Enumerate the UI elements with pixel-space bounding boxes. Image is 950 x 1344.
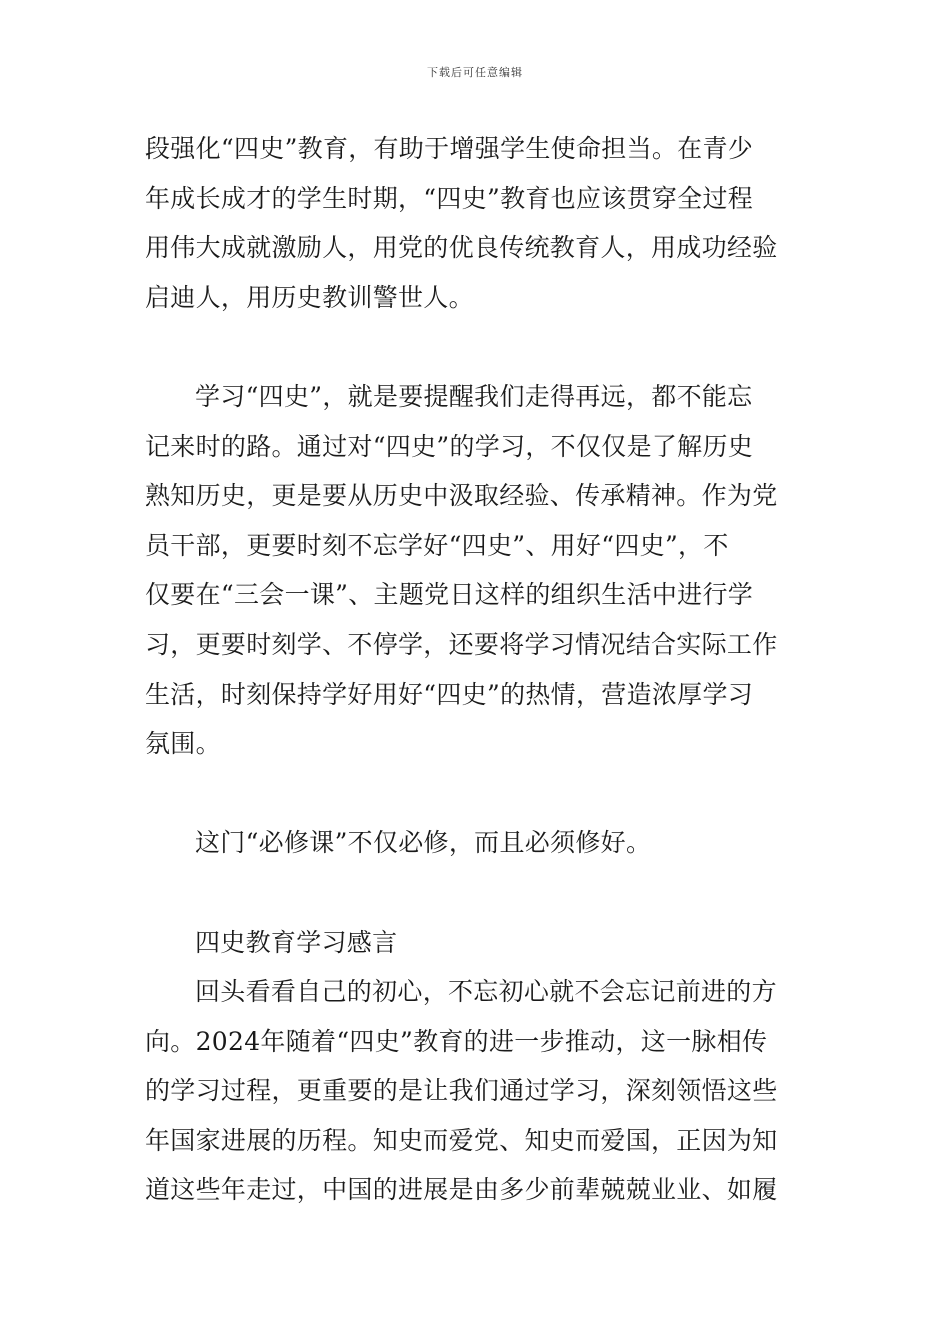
text-line: 学习“四史”，就是要提醒我们走得再远，都不能忘 — [195, 381, 753, 411]
text-line: 启迪人，用历史教训警世人。 — [145, 282, 474, 312]
paragraph-3 — [145, 818, 805, 868]
heading-line: 四史教育学习感言 — [195, 927, 398, 957]
paragraph-2 — [145, 372, 805, 769]
paragraph-1 — [145, 124, 805, 322]
text-line: 这门“必修课”不仅必修，而且必须修好。 — [195, 828, 652, 858]
page-header: 下载后可任意编辑 — [427, 66, 523, 79]
text-line: 年国家进展的历程。知史而爱党、知史而爱国，正因为知 — [145, 1125, 778, 1155]
text-line: 员干部，更要时刻不忘学好“四史”、用好“四史”，不 — [145, 530, 729, 560]
paragraph-gap — [145, 769, 805, 819]
text-line: 年成长成才的学生时期，“四史”教育也应该贯穿全过程 — [145, 183, 754, 213]
document-body — [145, 124, 805, 1215]
text-line: 用伟大成就激励人，用党的优良传统教育人，用成功经验 — [145, 233, 778, 263]
text-line: 习，更要时刻学、不停学，还要将学习情况结合实际工作 — [145, 629, 778, 659]
paragraph-gap — [145, 868, 805, 918]
text-line: 氛围。 — [145, 729, 221, 759]
text-line: 段强化“四史”教育，有助于增强学生使命担当。在青少 — [145, 134, 754, 163]
section-heading — [145, 918, 805, 968]
paragraph-4 — [145, 967, 805, 1215]
paragraph-gap — [145, 322, 805, 372]
text-line: 记来时的路。通过对“四史”的学习，不仅仅是了解历史 — [145, 431, 754, 461]
text-line: 道这些年走过，中国的进展是由多少前辈兢兢业业、如履 — [145, 1175, 778, 1205]
text-line: 生活，时刻保持学好用好“四史”的热情，营造浓厚学习 — [145, 679, 754, 709]
text-line: 回头看看自己的初心，不忘初心就不会忘记前进的方 — [195, 977, 777, 1007]
text-line: 向。2024年随着“四史”教育的进一步推动，这一脉相传 — [145, 1026, 768, 1056]
text-line: 熟知历史，更是要从历史中汲取经验、传承精神。作为党 — [145, 481, 778, 511]
text-line: 的学习过程，更重要的是让我们通过学习，深刻领悟这些 — [145, 1076, 778, 1106]
text-line: 仅要在“三会一课”、主题党日这样的组织生活中进行学 — [145, 580, 754, 610]
